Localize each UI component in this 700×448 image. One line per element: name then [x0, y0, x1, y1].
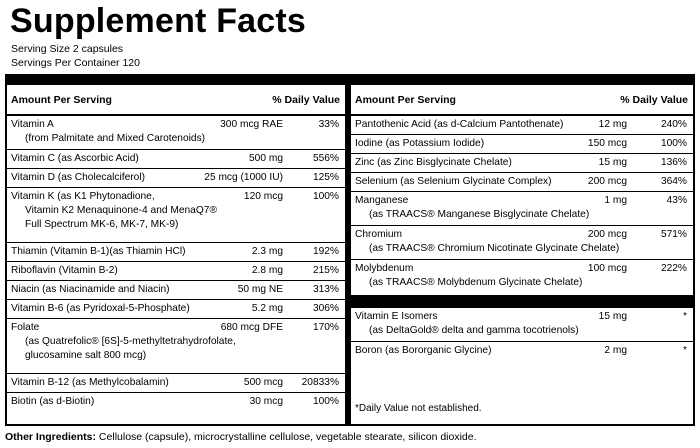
- amount-per-serving-label: Amount Per Serving: [355, 94, 456, 106]
- nutrient-name: Thiamin (Vitamin B-1)(as Thiamin HCl): [11, 246, 186, 257]
- nutrient-name: Vitamin B-12 (as Methylcobalamin): [11, 377, 169, 388]
- nutrient-name: Folate: [11, 322, 40, 333]
- nutrient-name: Vitamin A: [11, 119, 54, 130]
- nutrient-row: [7, 188, 345, 243]
- daily-value-percent: 43%: [666, 195, 687, 206]
- nutrient-row: [351, 342, 693, 361]
- other-ingredients: [5, 431, 477, 443]
- nutrient-amount: 12 mg: [598, 119, 627, 130]
- nutrient-amount: 50 mg NE: [237, 284, 283, 295]
- footnote: *Daily Value not established.: [355, 403, 482, 414]
- nutrient-amount: 2.3 mg: [251, 246, 283, 257]
- nutrient-name: Chromium: [355, 229, 402, 240]
- daily-value-percent: 215%: [312, 265, 339, 276]
- nutrient-row: [7, 300, 345, 319]
- nutrient-amount: 100 mcg: [587, 263, 627, 274]
- nutrient-source: (as TRAACS® Molybdenum Glycinate Chelate): [369, 277, 583, 288]
- daily-value-percent: 100%: [660, 138, 687, 149]
- daily-value-percent: 192%: [312, 246, 339, 257]
- daily-value-percent: 100%: [312, 191, 339, 202]
- nutrient-row: [7, 374, 345, 393]
- nutrient-row: [351, 154, 693, 173]
- nutrient-row: [351, 116, 693, 135]
- nutrient-name: Niacin (as Niacinamide and Niacin): [11, 284, 170, 295]
- daily-value-percent: 100%: [312, 396, 339, 407]
- panel-title: Supplement Facts: [10, 2, 307, 40]
- nutrient-name: Pantothenic Acid (as d-Calcium Pantothenate): [355, 119, 564, 130]
- right-rows: [351, 116, 693, 295]
- nutrient-name: Selenium (as Selenium Glycinate Complex): [355, 176, 552, 187]
- nutrient-name: Vitamin E Isomers: [355, 311, 438, 322]
- right-header: [351, 85, 693, 116]
- daily-value-percent: 571%: [660, 229, 687, 240]
- nutrient-amount: 30 mcg: [249, 396, 283, 407]
- nutrient-row: [7, 150, 345, 169]
- daily-value-percent: 170%: [312, 322, 339, 333]
- nutrient-source: (from Palmitate and Mixed Carotenoids): [25, 133, 206, 144]
- left-panel: [7, 85, 345, 413]
- nutrient-row: [7, 281, 345, 300]
- nutrient-amount: 150 mcg: [587, 138, 627, 149]
- nutrient-source: (as TRAACS® Chromium Nicotinate Glycinate Chelate): [369, 243, 620, 254]
- nutrient-amount: 5.2 mg: [251, 303, 283, 314]
- nutrient-name: Vitamin C (as Ascorbic Acid): [11, 153, 139, 164]
- servings-per-container: Servings Per Container 120: [11, 57, 140, 69]
- nutrient-name: Zinc (as Zinc Bisglycinate Chelate): [355, 157, 512, 168]
- nutrient-row: [7, 243, 345, 262]
- daily-value-percent: 313%: [312, 284, 339, 295]
- nutrient-amount: 120 mcg: [243, 191, 283, 202]
- left-rows: [7, 116, 345, 413]
- nutrient-source: Vitamin K2 Menaquinone-4 and MenaQ7®: [25, 205, 217, 216]
- nutrient-amount: 1 mg: [604, 195, 627, 206]
- nutrient-row: [351, 173, 693, 192]
- nutrient-amount: 200 mcg: [587, 229, 627, 240]
- nutrient-source: (as Quatrefolic® [6S]-5-methyltetrahydrofolate,: [25, 336, 236, 347]
- nutrient-name: Molybdenum: [355, 263, 414, 274]
- nutrient-amount: 15 mg: [598, 311, 627, 322]
- nutrient-row: [7, 319, 345, 374]
- nutrient-row: [7, 393, 345, 413]
- section-separator: [351, 295, 693, 308]
- daily-value-percent: *: [683, 345, 687, 356]
- nutrient-amount: 500 mg: [249, 153, 283, 164]
- nutrient-amount: 2 mg: [604, 345, 627, 356]
- daily-value-label: % Daily Value: [272, 94, 340, 106]
- daily-value-percent: 125%: [312, 172, 339, 183]
- amount-per-serving-label: Amount Per Serving: [11, 94, 112, 106]
- other-ingredients-label: Other Ingredients:: [5, 431, 97, 443]
- daily-value-percent: 556%: [312, 153, 339, 164]
- daily-value-percent: 222%: [660, 263, 687, 274]
- left-header: [7, 85, 345, 116]
- serving-size: Serving Size 2 capsules: [11, 43, 124, 55]
- nutrient-source: glucosamine salt 800 mcg): [25, 350, 147, 361]
- nutrient-name: Riboflavin (Vitamin B-2): [11, 265, 118, 276]
- nutrient-row: [351, 308, 693, 342]
- nutrient-name: Iodine (as Potassium Iodide): [355, 138, 485, 149]
- nutrient-row: [351, 135, 693, 154]
- nutrient-amount: 500 mcg: [243, 377, 283, 388]
- nutrient-name: Boron (as Bororganic Glycine): [355, 345, 492, 356]
- nutrient-row: [351, 192, 693, 226]
- nutrient-amount: 15 mg: [598, 157, 627, 168]
- daily-value-percent: 136%: [660, 157, 687, 168]
- nutrient-amount: 2.8 mg: [251, 265, 283, 276]
- nutrient-name: Vitamin K (as K1 Phytonadione,: [11, 191, 155, 202]
- other-ingredients-text: Cellulose (capsule), microcrystalline cellulose, vegetable stearate, silicon dioxide.: [96, 431, 477, 443]
- nutrient-row: [7, 169, 345, 188]
- nutrient-source: Full Spectrum MK-6, MK-7, MK-9): [25, 219, 179, 230]
- nutrient-source: (as DeltaGold® delta and gamma tocotrienols): [369, 325, 579, 336]
- nutrient-name: Vitamin B-6 (as Pyridoxal-5-Phosphate): [11, 303, 190, 314]
- daily-value-percent: 364%: [660, 176, 687, 187]
- nutrient-amount: 680 mcg DFE: [220, 322, 283, 333]
- nutrient-row: [351, 260, 693, 295]
- daily-value-label: % Daily Value: [620, 94, 688, 106]
- daily-value-percent: 240%: [660, 119, 687, 130]
- nutrient-name: Manganese: [355, 195, 409, 206]
- nutrient-name: Biotin (as d-Biotin): [11, 396, 95, 407]
- daily-value-percent: 20833%: [301, 377, 339, 388]
- nutrient-name: Vitamin D (as Cholecalciferol): [11, 172, 145, 183]
- daily-value-percent: *: [683, 311, 687, 322]
- nutrient-amount: 200 mcg: [587, 176, 627, 187]
- nutrient-amount: 25 mcg (1000 IU): [204, 172, 283, 183]
- nutrient-row: [351, 226, 693, 260]
- daily-value-percent: 306%: [312, 303, 339, 314]
- right-panel: [351, 85, 693, 361]
- nutrient-source: (as TRAACS® Manganese Bisglycinate Chelate): [369, 209, 590, 220]
- right-rows-secondary: [351, 308, 693, 361]
- top-thick-rule: [5, 74, 695, 85]
- daily-value-percent: 33%: [318, 119, 339, 130]
- nutrient-row: [7, 116, 345, 150]
- nutrient-amount: 300 mcg RAE: [220, 119, 283, 130]
- nutrient-row: [7, 262, 345, 281]
